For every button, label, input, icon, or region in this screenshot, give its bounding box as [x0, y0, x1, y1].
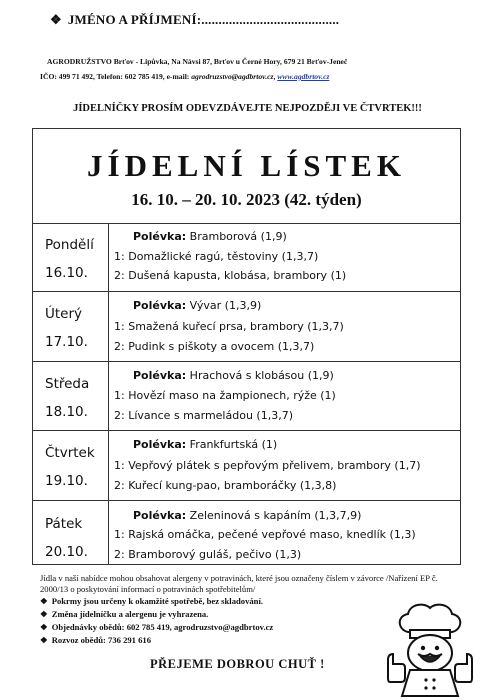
submission-notice: JÍDELNÍČKY PROSÍM ODEVZDÁVEJTE NEJPOZDĚJI VE ČTVRTEK!!! [73, 103, 422, 114]
day-date: 16.10. [45, 265, 88, 281]
day-cell-monday [40, 237, 106, 281]
name-field-label [50, 12, 339, 28]
soup-line [133, 299, 261, 312]
chef-icon [380, 598, 480, 698]
dish-text: Bramborový guláš, pečivo (1,3) [128, 548, 302, 561]
soup-text: Zeleninová s kapáním (1,3,7,9) [189, 509, 362, 522]
soup-label: Polévka: [133, 509, 187, 522]
day-name: Středa [45, 376, 90, 392]
footer-item [40, 622, 273, 633]
dish-number: 2: [114, 340, 125, 353]
dish-number: 2: [114, 409, 125, 422]
menu-date-range: 16. 10. – 20. 10. 2023 (42. týden) [131, 190, 362, 209]
footer-item [40, 635, 151, 646]
dish-1 [114, 389, 336, 402]
day-cell-thursday [40, 445, 106, 489]
footer-item-text: Změna jídelníčku a alergenu je vyhrazena. [51, 609, 209, 619]
email-text: agrodruzstvo@agdbrtov.cz [191, 72, 274, 81]
dish-text: Lívance s marmeládou (1,3,7) [128, 409, 293, 422]
day-cell-friday [40, 516, 106, 560]
dish-1 [114, 320, 344, 333]
day-date: 19.10. [45, 473, 88, 489]
bullet-icon: ❖ [50, 12, 62, 27]
row-divider [32, 500, 461, 501]
address-line: AGRODRUŽSTVO Brťov - Lipůvka, Na Návsi 87, Brťov u Černé Hory, 679 21 Brťov-Jeneč [47, 57, 348, 66]
day-cell-wednesday [40, 376, 106, 420]
dish-number: 1: [114, 459, 125, 472]
soup-label: Polévka: [133, 299, 187, 312]
soup-text: Frankfurtská (1) [189, 438, 278, 451]
soup-line [133, 509, 361, 522]
dish-text: Domažlické ragú, těstoviny (1,3,7) [128, 250, 319, 263]
dish-2 [114, 409, 293, 422]
dish-text: Smažená kuřecí prsa, brambory (1,3,7) [128, 320, 344, 333]
row-divider [32, 223, 461, 224]
dish-1 [114, 250, 318, 263]
dish-text: Vepřový plátek s pepřovým přelivem, brambory (1,7) [128, 459, 421, 472]
dish-2 [114, 479, 336, 492]
dish-number: 2: [114, 548, 125, 561]
soup-line [133, 230, 287, 243]
contact-separator: , [273, 72, 278, 81]
dish-2 [114, 269, 346, 282]
dish-number: 2: [114, 269, 125, 282]
soup-label: Polévka: [133, 369, 187, 382]
footer-item [40, 596, 263, 607]
day-name: Úterý [45, 306, 83, 322]
closing-wish: PŘEJEME DOBROU CHUŤ ! [150, 657, 325, 671]
web-link[interactable]: www.agdbrtov.cz [277, 72, 330, 81]
dish-text: Kuřecí kung-pao, bramboráčky (1,3,8) [128, 479, 337, 492]
soup-line [133, 369, 334, 382]
soup-label: Polévka: [133, 438, 187, 451]
column-divider [108, 223, 109, 565]
diamond-bullet-icon: ❖ [40, 635, 48, 645]
menu-title: JÍDELNÍ LÍSTEK [87, 148, 406, 183]
soup-text: Bramborová (1,9) [189, 230, 287, 243]
row-divider [32, 361, 461, 362]
day-name: Pátek [45, 516, 83, 532]
soup-line [133, 438, 277, 451]
footer-item-text: Pokrmy jsou určeny k okamžité spotřebě, bez skladování. [51, 596, 263, 606]
name-label: JMÉNO A PŘÍJMENÍ:........................................ [67, 12, 340, 27]
row-divider [32, 291, 461, 292]
dish-number: 1: [114, 389, 125, 402]
dish-1 [114, 528, 416, 541]
soup-text: Vývar (1,3,9) [189, 299, 262, 312]
dish-text: Rajská omáčka, pečené vepřové maso, knedlík (1,3) [128, 528, 416, 541]
day-date: 20.10. [45, 544, 88, 560]
diamond-bullet-icon: ❖ [40, 609, 48, 619]
dish-2 [114, 340, 314, 353]
contact-prefix: IČO: 499 71 492, Telefon: 602 785 419, e-mail: [40, 72, 192, 81]
day-date: 17.10. [45, 334, 88, 350]
dish-text: Pudink s piškoty a ovocem (1,3,7) [128, 340, 315, 353]
footer-item-text: Objednávky obědů: 602 785 419, agrodruzstvo@agdbrtov.cz [51, 622, 274, 632]
day-date: 18.10. [45, 404, 88, 420]
allergen-note: Jídla v naší nabídce mohou obsahovat alergeny v potravinách, které jsou označeny číslem v závorce /Nařízení EP č. 2000/13 o poskytování informací o potravinách spotřebitelům/ [40, 573, 438, 594]
dish-2 [114, 548, 301, 561]
dish-number: 1: [114, 250, 125, 263]
dish-text: Dušená kapusta, klobása, brambory (1) [128, 269, 347, 282]
soup-text: Hrachová s klobásou (1,9) [189, 369, 334, 382]
dish-number: 1: [114, 528, 125, 541]
soup-label: Polévka: [133, 230, 187, 243]
dish-text: Hovězí maso na žampionech, rýže (1) [128, 389, 336, 402]
diamond-bullet-icon: ❖ [40, 596, 48, 606]
day-name: Pondělí [45, 237, 94, 253]
diamond-bullet-icon: ❖ [40, 622, 48, 632]
footer-item-text: Rozvoz obědů: 736 291 616 [51, 635, 152, 645]
dish-number: 1: [114, 320, 125, 333]
dish-1 [114, 459, 421, 472]
footer-item [40, 609, 208, 620]
contact-line [40, 72, 329, 81]
day-name: Čtvrtek [45, 445, 95, 461]
row-divider [32, 430, 461, 431]
day-cell-tuesday [40, 306, 106, 350]
dish-number: 2: [114, 479, 125, 492]
